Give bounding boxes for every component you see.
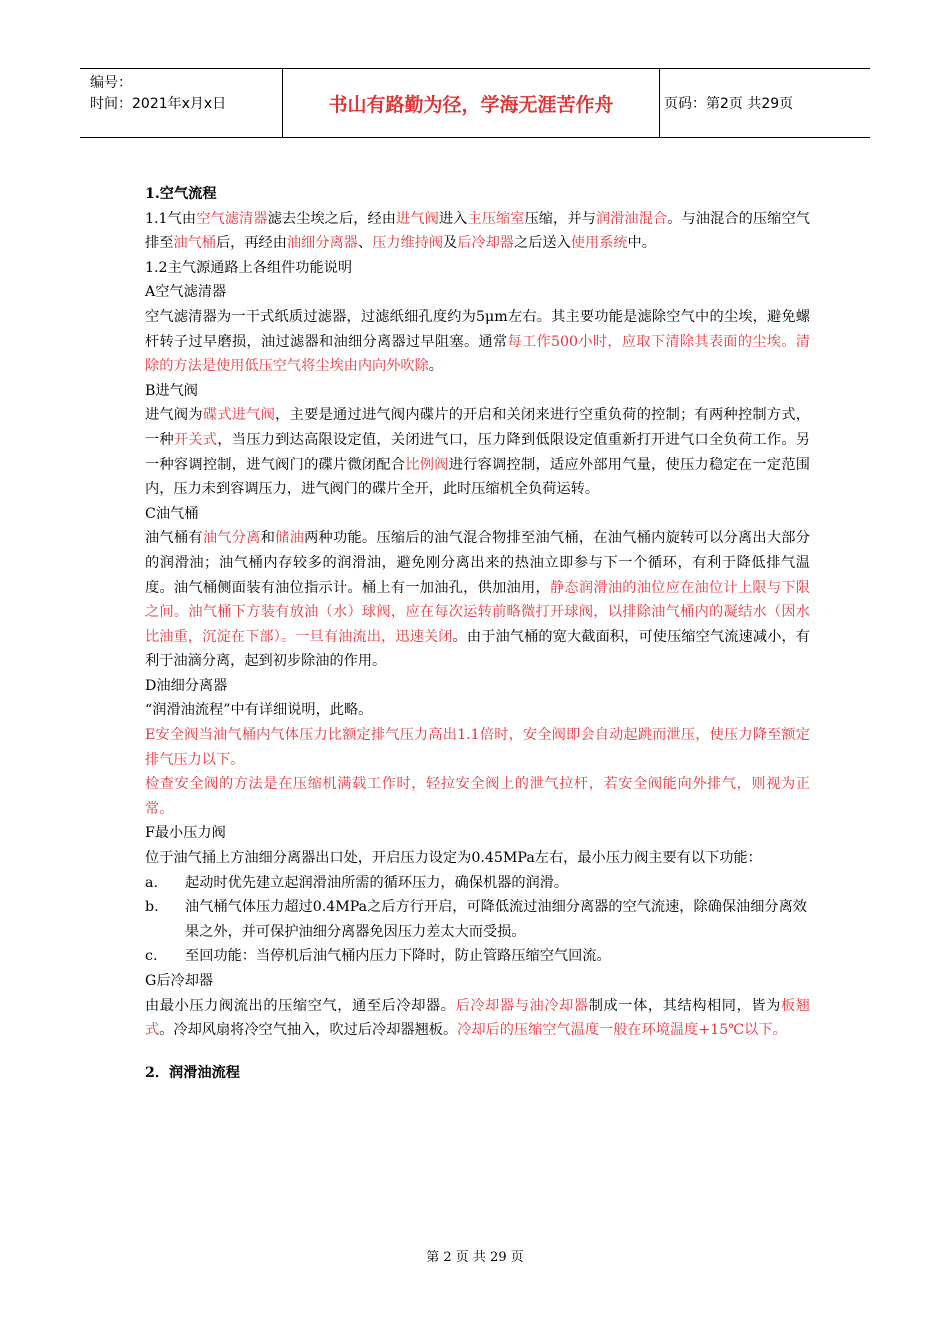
text-run: 两种功能。压缩后的油气混合物排至油气桶，在油气桶内旋转可以分离出大部分的润滑油；油气桶内存较多的润滑油，避免刚分离出来的热油立即参与下一个循环，有利于降低排气温度。油气桶侧面装有油位指示计。桶上有一加油孔，供加油用， bbox=[145, 530, 810, 596]
text-run: 油气桶有 bbox=[145, 530, 203, 547]
list-item bbox=[145, 944, 810, 969]
text-run: 和 bbox=[260, 530, 276, 547]
highlighted-text: 每工作500小时，应取下清除其表面的尘埃。清除的方法是使用低压空气将尘埃由内向外吹除 bbox=[145, 333, 810, 375]
item-a-title: A空气滤清器 bbox=[145, 284, 227, 301]
list-item bbox=[145, 895, 810, 944]
highlighted-text: 油气分离 bbox=[202, 530, 261, 547]
section-1-title: 1.空气流程 bbox=[145, 186, 217, 202]
document-date: 时间：2021年x月x日 bbox=[90, 96, 227, 112]
highlighted-text: 板翘式 bbox=[145, 997, 810, 1039]
highlighted-text: 碟式进气阀 bbox=[202, 407, 276, 424]
item-e-body: E安全阀当油气桶内气体压力比额定排气压力高出1.1倍时，安全阀即会自动起跳而泄压，使压力降至额定排气压力以下。 bbox=[145, 727, 810, 768]
highlighted-text: 开关式 bbox=[173, 431, 218, 448]
highlighted-text: 后冷却器 bbox=[457, 235, 514, 252]
item-f-title: F最小压力阀 bbox=[145, 825, 226, 842]
item-b-body bbox=[145, 403, 810, 501]
document-number-label: 编号： bbox=[90, 75, 132, 91]
list-marker: b. bbox=[145, 899, 159, 916]
text-run: 进行容调控制，适应外部用气量，使压力稳定在一定范围内，压力未到容调压力，进气阀门的碟片全开，此时压缩机全负荷运转。 bbox=[145, 456, 810, 498]
item-a-body bbox=[145, 305, 810, 379]
item-e-check: 检查安全阀的方法是在压缩机满载工作时，轻拉安全阀上的泄气拉杆，若安全阀能向外排气，则视为正常。 bbox=[145, 776, 810, 817]
text-run: 进气阀为 bbox=[145, 407, 203, 424]
header-page-info: 页码：第2页 共29页 bbox=[664, 96, 794, 112]
text-run: ，当压力到达高限设定值，关闭进气口，压力降到低限设定值重新打开进气口全负荷工作。另一种容调控制，进气阀门的碟片微闭配合 bbox=[145, 431, 810, 473]
text-run: 压缩，并与 bbox=[524, 210, 596, 227]
item-d-title: D油细分离器 bbox=[145, 677, 228, 694]
list-item bbox=[145, 871, 810, 896]
highlighted-text: 油气桶 bbox=[173, 235, 216, 252]
highlighted-text: 静态润滑油的油位应在油位计上限与下限之间。油气桶下方装有放油（水）球阀，应在每次运转前略微打开球阀，以排除油气桶内的凝结水（因水比油重，沉淀在下部）。一旦有油流出，迅速关闭 bbox=[145, 579, 810, 645]
page-header bbox=[80, 68, 870, 138]
list-marker: a. bbox=[145, 874, 158, 891]
text-run: 。与油混合的压缩空气排至 bbox=[145, 210, 810, 252]
text-run: 空气滤清器为一干式纸质过滤器，过滤纸细孔度约为5μm左右。其主要功能是滤除空气中的尘埃，避免螺杆转子过早磨损，油过滤器和油细分离器过早阻塞。通常 bbox=[145, 308, 810, 350]
list-text: 油气桶气体压力超过0.4MPa之后方行开启，可降低流过油细分离器的空气流速，除确保油细分离效果之外，并可保护油细分离器免因压力差太大而受损。 bbox=[185, 899, 807, 940]
item-g-title: G后冷却器 bbox=[145, 973, 214, 989]
text-run: 制成一体，其结构相同，皆为 bbox=[588, 997, 781, 1014]
highlighted-text: 空气滤清器 bbox=[196, 210, 268, 227]
text-run: 。冷却风扇将冷空气抽入，吹过后冷却器翘板。 bbox=[159, 1022, 458, 1039]
header-motto: 书山有路勤为径，学海无涯苦作舟 bbox=[282, 69, 660, 137]
item-d-body: “润滑油流程”中有详细说明，此略。 bbox=[145, 702, 373, 719]
item-f-list bbox=[145, 871, 810, 969]
item-f-body: 位于油气捅上方油细分离器出口处，开启压力设定为0.45MPa左右，最小压力阀主要有以下功能： bbox=[145, 850, 762, 867]
text-run: 之后送入 bbox=[514, 235, 571, 252]
text-run: 及 bbox=[443, 235, 458, 252]
section-2-title: 2．润滑油流程 bbox=[145, 1064, 240, 1081]
highlighted-text: 使用系统 bbox=[570, 235, 628, 252]
highlighted-text: 主压缩室 bbox=[467, 210, 525, 227]
page-footer: 第 2 页 共 29 页 bbox=[426, 1250, 524, 1265]
text-run: 中。 bbox=[627, 235, 656, 252]
item-c-body bbox=[145, 526, 810, 674]
highlighted-text: 储油 bbox=[275, 530, 305, 547]
header-meta bbox=[80, 69, 282, 137]
highlighted-text: 油细分离器 bbox=[286, 235, 358, 252]
highlighted-text: 冷却后的压缩空气温度一般在环境温度+15℃以下。 bbox=[457, 1022, 787, 1039]
text-run: 。 bbox=[428, 358, 443, 375]
text-run: 后，再经由 bbox=[215, 235, 287, 252]
item-g-body bbox=[145, 994, 810, 1043]
section-1-1-paragraph bbox=[145, 207, 810, 256]
highlighted-text: 润滑油混合 bbox=[595, 210, 668, 227]
list-text: 至回功能：当停机后油气桶内压力下降时，防止管路压缩空气回流。 bbox=[185, 948, 611, 965]
item-c-title: C油气桶 bbox=[145, 505, 199, 522]
text-run: 滤去尘埃之后，经由 bbox=[267, 210, 397, 227]
text-run: 、 bbox=[357, 235, 373, 252]
text-run: 1.1气由 bbox=[145, 210, 197, 227]
highlighted-text: 比例阀 bbox=[405, 456, 449, 473]
item-b-title: B进气阀 bbox=[145, 382, 198, 399]
text-run: 。由于油气桶的宽大截面积，可使压缩空气流速减小，有利于油滴分离，起到初步除油的作用。 bbox=[145, 628, 810, 670]
list-text: 起动时优先建立起润滑油所需的循环压力，确保机器的润滑。 bbox=[185, 874, 569, 891]
section-1-2-title: 1.2主气源通路上各组件功能说明 bbox=[145, 259, 353, 276]
list-marker: c. bbox=[145, 948, 158, 965]
highlighted-text: 压力维持阀 bbox=[372, 235, 444, 252]
highlighted-text: 进气阀 bbox=[396, 210, 439, 227]
text-run: 由最小压力阀流出的压缩空气，通至后冷却器。 bbox=[145, 997, 456, 1014]
document-body bbox=[145, 182, 810, 1085]
text-run: ，主要是通过进气阀内碟片的开启和关闭来进行空重负荷的控制；有两种控制方式，一种 bbox=[145, 407, 810, 448]
highlighted-text: 后冷却器与油冷却器 bbox=[455, 997, 589, 1014]
text-run: 进入 bbox=[438, 210, 468, 227]
